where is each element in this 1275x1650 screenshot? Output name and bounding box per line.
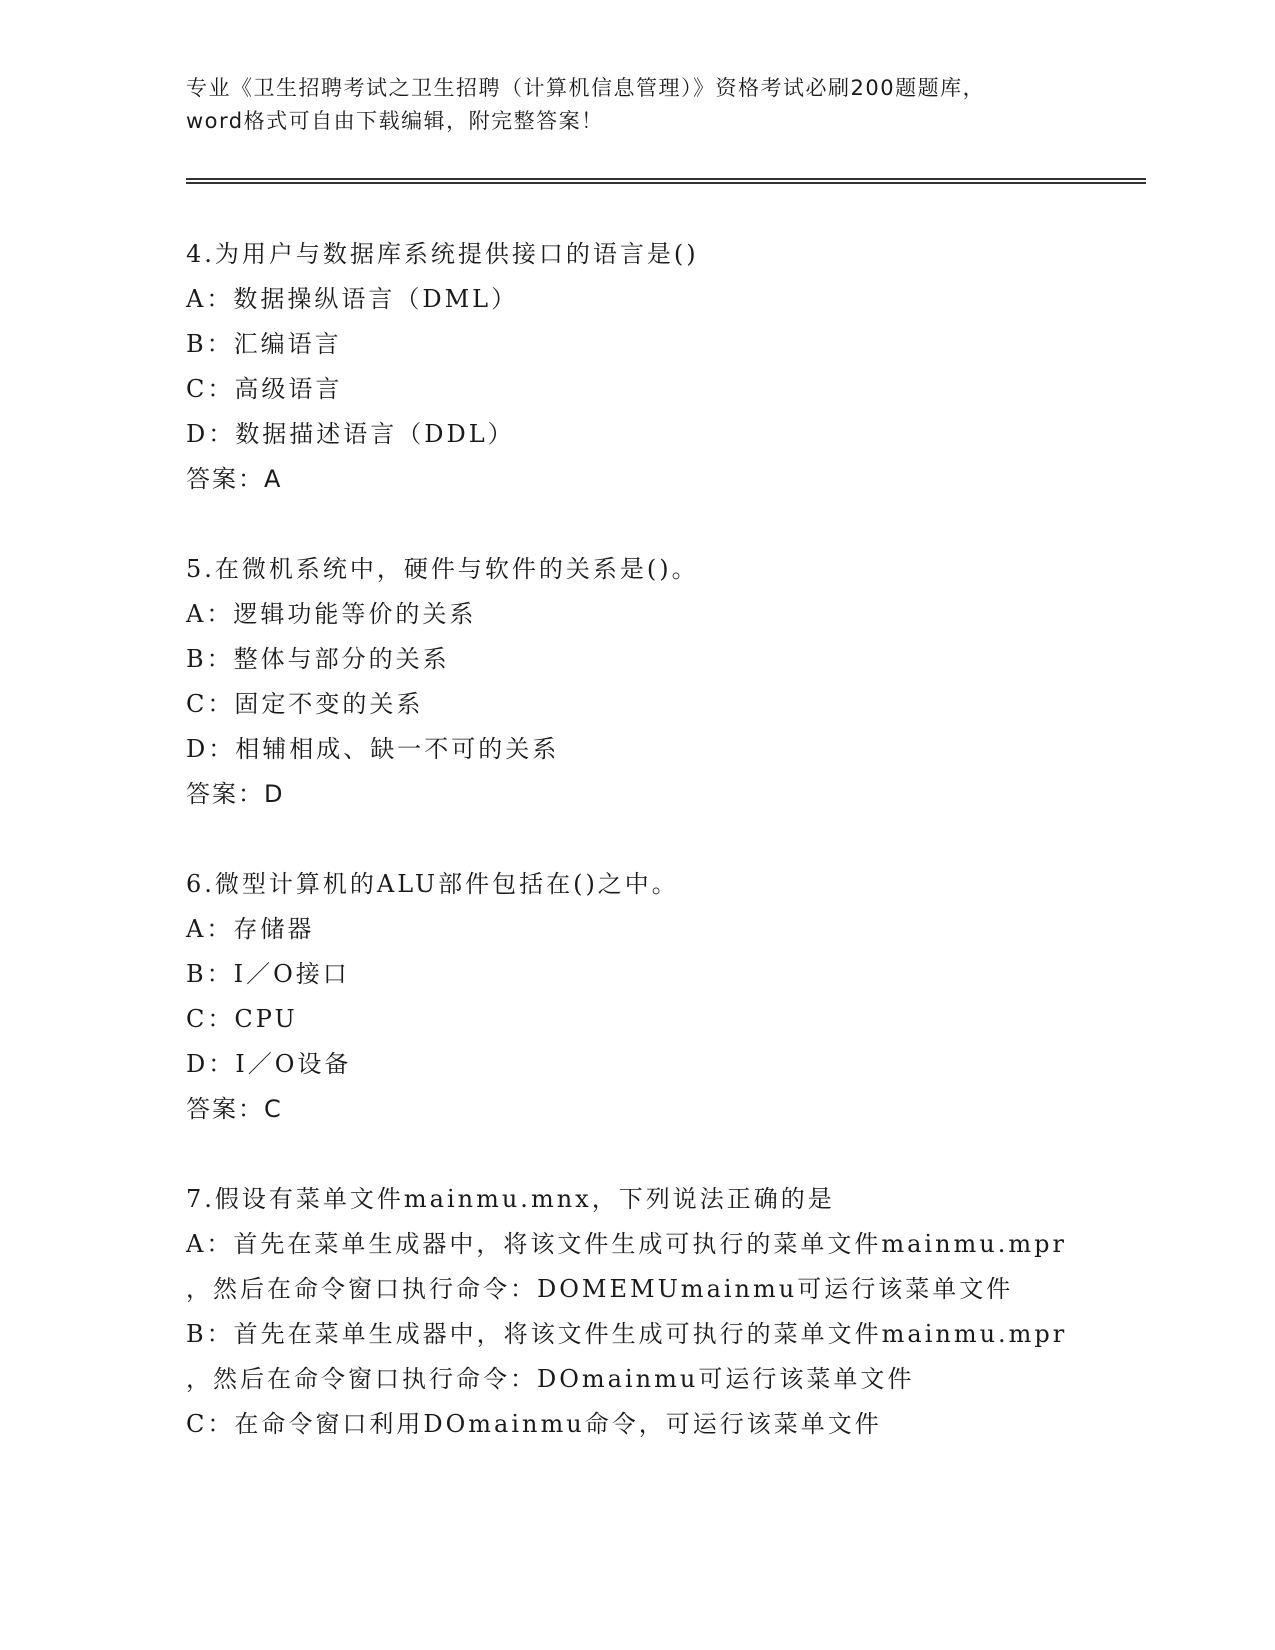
- option-a-continued: ，然后在命令窗口执行命令：DOMEMUmainmu可运行该菜单文件: [186, 1275, 1014, 1303]
- header-divider: [186, 178, 1146, 184]
- question-4: [186, 232, 1086, 502]
- option-b: B：整体与部分的关系: [186, 645, 450, 673]
- option-c: C：高级语言: [186, 375, 343, 403]
- option-c: C：固定不变的关系: [186, 690, 424, 718]
- option-b: B：首先在菜单生成器中，将该文件生成可执行的菜单文件mainmu.mpr: [186, 1320, 1068, 1348]
- answer: 答案：D: [186, 780, 285, 808]
- option-a: A：数据操纵语言（DML）: [186, 285, 519, 313]
- option-b-continued: ，然后在命令窗口执行命令：DOmainmu可运行该菜单文件: [186, 1365, 915, 1393]
- question-6: [186, 862, 1086, 1132]
- option-c: C：在命令窗口利用DOmainmu命令，可运行该菜单文件: [186, 1410, 882, 1438]
- option-d: D：数据描述语言（DDL）: [186, 420, 515, 448]
- option-a: A：首先在菜单生成器中，将该文件生成可执行的菜单文件mainmu.mpr: [186, 1230, 1067, 1258]
- option-c: C：CPU: [186, 1005, 298, 1033]
- document-header: [186, 72, 1066, 138]
- answer: 答案：A: [186, 465, 283, 493]
- question-list: [186, 232, 1086, 1492]
- question-stem: 4.为用户与数据库系统提供接口的语言是(): [186, 240, 699, 268]
- option-b: B：汇编语言: [186, 330, 342, 358]
- header-line-1: 专业《卫生招聘考试之卫生招聘（计算机信息管理）》资格考试必刷200题题库，: [186, 76, 986, 100]
- option-a: A：存储器: [186, 915, 315, 943]
- question-stem: 6.微型计算机的ALU部件包括在()之中。: [186, 870, 679, 898]
- option-d: D：I／O设备: [186, 1050, 352, 1078]
- question-stem: 5.在微机系统中，硬件与软件的关系是()。: [186, 555, 699, 583]
- option-a: A：逻辑功能等价的关系: [186, 600, 477, 628]
- option-b: B：I／O接口: [186, 960, 350, 988]
- option-d: D：相辅相成、缺一不可的关系: [186, 735, 560, 763]
- header-line-2: word格式可自由下载编辑，附完整答案！: [186, 109, 604, 133]
- answer: 答案：C: [186, 1095, 283, 1123]
- question-stem: 7.假设有菜单文件mainmu.mnx，下列说法正确的是: [186, 1185, 835, 1213]
- question-7: [186, 1177, 1086, 1447]
- question-5: [186, 547, 1086, 817]
